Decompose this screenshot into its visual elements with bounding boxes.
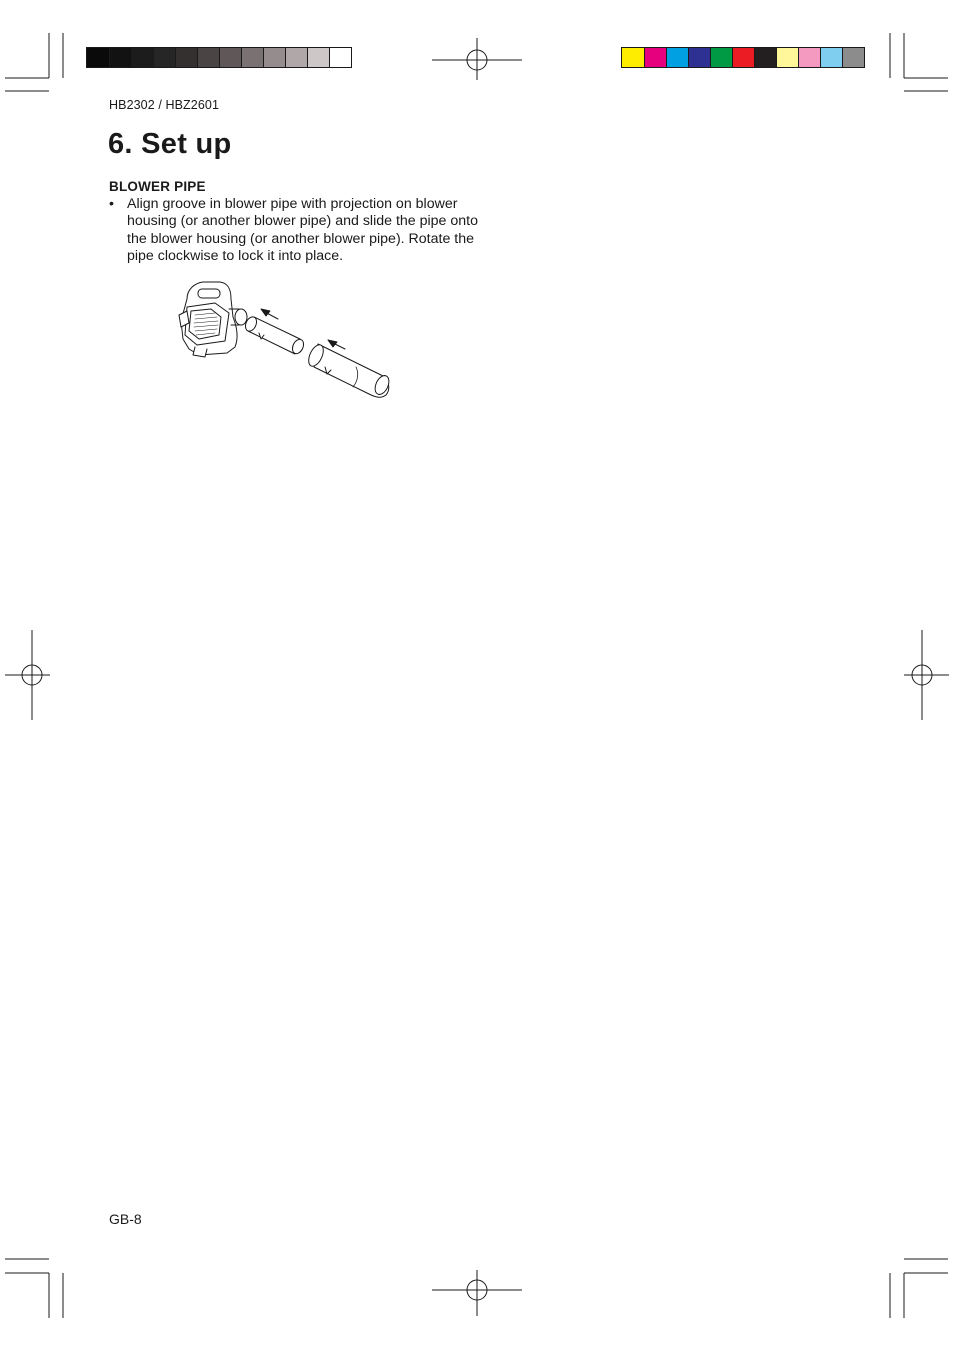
color-swatch [285, 48, 307, 67]
blower-pipe-upper [243, 315, 305, 355]
registration-target-top [432, 38, 522, 80]
color-swatch [688, 48, 710, 67]
color-swatch [241, 48, 263, 67]
registration-target-bottom [432, 1270, 522, 1316]
arrow-left-icon [328, 340, 345, 349]
blower-pipe-assembly-illustration [175, 277, 397, 401]
color-swatch [644, 48, 666, 67]
blower-pipe-lower [306, 343, 392, 398]
color-swatch [87, 48, 109, 67]
color-swatch [798, 48, 820, 67]
arrow-left-icon [261, 309, 278, 319]
registration-target-left [5, 630, 50, 720]
color-swatch [131, 48, 153, 67]
color-swatch [329, 48, 351, 67]
color-swatch [776, 48, 798, 67]
color-swatch [153, 48, 175, 67]
color-swatch [754, 48, 776, 67]
registration-target-right [904, 630, 949, 720]
color-swatch [307, 48, 329, 67]
color-swatch [820, 48, 842, 67]
crop-mark-bottom-right [890, 1259, 948, 1318]
instruction-item: • Align groove in blower pipe with projection on blower housing (or another blower pipe) and slide the pipe onto the blower housing (or another blower pipe). Rotate the pipe clockwise to lock it into place. [109, 196, 489, 266]
color-swatch [109, 48, 131, 67]
model-number: HB2302 / HBZ2601 [109, 98, 219, 112]
color-swatch [732, 48, 754, 67]
instruction-list [109, 196, 489, 266]
color-swatch [175, 48, 197, 67]
color-swatch [197, 48, 219, 67]
grayscale-calibration-strip [86, 47, 352, 68]
color-swatch [219, 48, 241, 67]
crop-mark-top-right [890, 33, 948, 91]
color-swatch [710, 48, 732, 67]
color-swatch [622, 48, 644, 67]
section-title: 6. Set up [108, 128, 232, 160]
section-subtitle: BLOWER PIPE [109, 179, 206, 194]
crop-mark-top-left [5, 33, 63, 91]
color-swatch [263, 48, 285, 67]
color-swatch [666, 48, 688, 67]
color-swatch [842, 48, 864, 67]
crop-mark-bottom-left [5, 1259, 63, 1318]
page-number: GB-8 [109, 1211, 142, 1227]
color-calibration-strip [621, 47, 865, 68]
blower-housing [179, 282, 247, 357]
